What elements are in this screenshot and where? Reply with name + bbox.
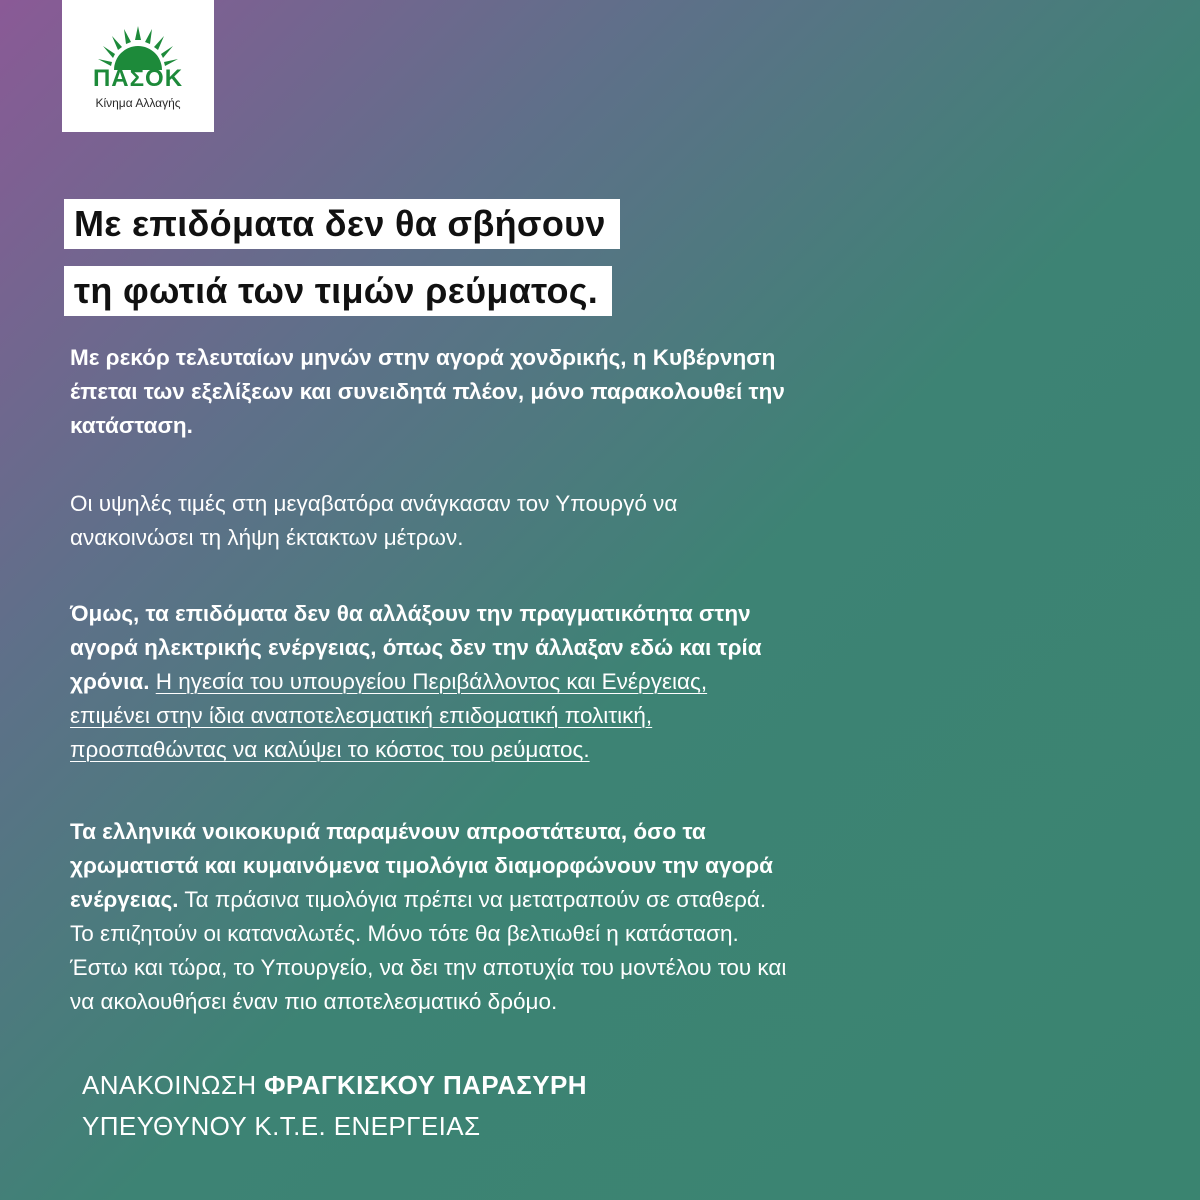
paragraph-3-bold: χρόνια. <box>70 669 150 694</box>
signature-role: ΥΠΕΥΘΥΝΟΥ Κ.Τ.Ε. ΕΝΕΡΓΕΙΑΣ <box>82 1111 481 1141</box>
paragraph-4-line: Έστω και τώρα, το Υπουργείο, να δει την αποτυχία του μοντέλου του και <box>70 955 787 980</box>
paragraph-4-line: χρωματιστά και κυμαινόμενα τιμολόγια διαμορφώνουν την αγορά <box>70 853 773 878</box>
paragraph-4-line: να ακολουθήσει έναν πιο αποτελεσματικό δρόμο. <box>70 989 558 1014</box>
paragraph-4-text: Τα πράσινα τιμολόγια πρέπει να μετατραπούν σε σταθερά. <box>184 887 767 912</box>
headline-line-1: Με επιδόματα δεν θα σβήσουν <box>64 199 620 249</box>
logo-subtitle: Κίνημα Αλλαγής <box>95 96 181 110</box>
signature-line <box>82 1067 587 1103</box>
paragraph-1-line: Με ρεκόρ τελευταίων μηνών στην αγορά χονδρικής, η Κυβέρνηση <box>70 345 776 370</box>
signature-prefix: ΑΝΑΚΟΙΝΩΣΗ <box>82 1070 257 1100</box>
paragraph-3 <box>70 597 1070 767</box>
paragraph-1 <box>70 341 1070 443</box>
paragraph-4-line <box>70 883 1070 917</box>
paragraph-4-line: Το επιζητούν οι καταναλωτές. Μόνο τότε θα βελτιωθεί η κατάσταση. <box>70 921 739 946</box>
paragraph-1-line: έπεται των εξελίξεων και συνειδητά πλέον, μόνο παρακολουθεί την <box>70 379 785 404</box>
logo-name: ΠΑΣΟΚ <box>92 65 184 92</box>
paragraph-2-line: ανακοινώσει τη λήψη έκτακτων μέτρων. <box>70 525 464 550</box>
ministry-link[interactable]: Η ηγεσία του υπουργείου Περιβάλλοντος και Ενέργειας, <box>155 669 708 694</box>
paragraph-3-line: αγορά ηλεκτρικής ενέργειας, όπως δεν την άλλαξαν εδώ και τρία <box>70 635 762 660</box>
signature-name: ΦΡΑΓΚΙΣΚΟΥ ΠΑΡΑΣΥΡΗ <box>264 1070 587 1100</box>
paragraph-3-line: Όμως, τα επιδόματα δεν θα αλλάξουν την πραγματικότητα στην <box>70 601 751 626</box>
paragraph-4-line: Τα ελληνικά νοικοκυριά παραμένουν απροστάτευτα, όσο τα <box>70 819 706 844</box>
headline-line-2: τη φωτιά των τιμών ρεύματος. <box>64 266 612 316</box>
paragraph-2-line: Οι υψηλές τιμές στη μεγαβατόρα ανάγκασαν τον Υπουργό να <box>70 491 678 516</box>
paragraph-4 <box>70 815 1070 1019</box>
paragraph-2 <box>70 487 1070 555</box>
ministry-link[interactable]: επιμένει στην ίδια αναποτελεσματική επιδοματική πολιτική, <box>70 703 653 728</box>
sun-icon <box>98 26 178 70</box>
paragraph-3-line <box>70 665 1070 699</box>
ministry-link[interactable]: προσπαθώντας να καλύψει το κόστος του ρεύματος. <box>70 737 590 762</box>
paragraph-1-line: κατάσταση. <box>70 413 193 438</box>
party-logo <box>62 0 214 132</box>
paragraph-4-bold: ενέργειας. <box>70 887 179 912</box>
